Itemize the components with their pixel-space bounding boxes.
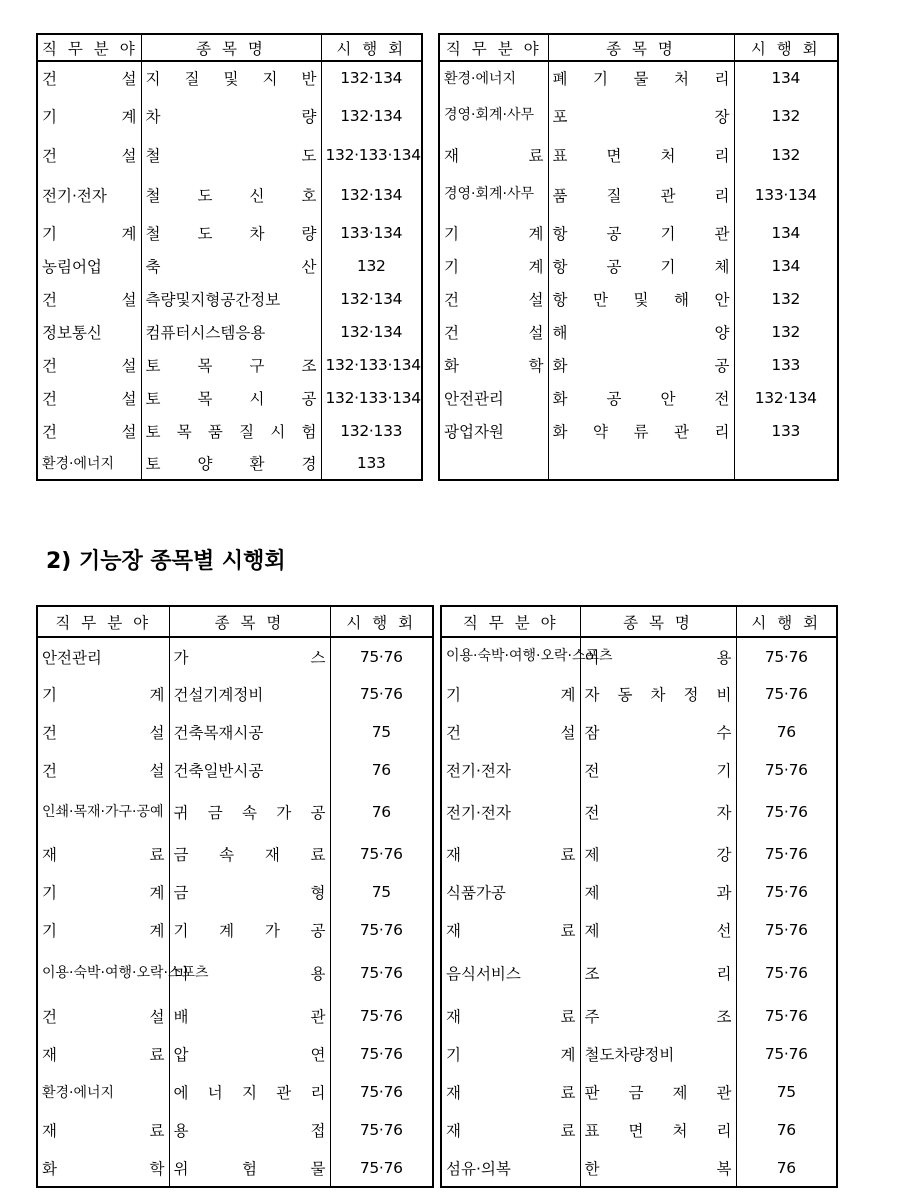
name-cell: 가 스	[169, 637, 330, 675]
session-cell: 133	[321, 447, 422, 480]
table-row	[37, 789, 433, 835]
session-cell: 75·76	[736, 949, 837, 997]
field-cell: 정보통신	[37, 315, 141, 348]
name-cell: 조 리	[580, 949, 736, 997]
field-cell: 안전관리	[37, 637, 169, 675]
field-cell: 기 계	[441, 675, 580, 713]
table-row	[37, 348, 422, 381]
table-row	[37, 94, 422, 137]
field-cell: 인쇄·목재·가구·공예	[37, 789, 169, 835]
session-cell: 75·76	[330, 997, 433, 1035]
table-row	[37, 751, 433, 789]
session-cell: 76	[736, 1111, 837, 1149]
name-cell: 철 도 차 량	[141, 216, 321, 249]
session-cell: 75·76	[736, 873, 837, 911]
name-cell: 축 산	[141, 249, 321, 282]
name-cell: 이 용	[580, 637, 736, 675]
header-name: 종 목 명	[169, 606, 330, 637]
field-cell: 건 설	[37, 282, 141, 315]
table-row	[441, 1073, 837, 1111]
table-row	[441, 997, 837, 1035]
name-cell: 화 공	[548, 348, 734, 381]
name-cell: 토 목 구 조	[141, 348, 321, 381]
name-cell: 전 자	[580, 789, 736, 835]
table-row	[441, 949, 837, 997]
table-row	[441, 873, 837, 911]
session-cell: 75·76	[330, 1035, 433, 1073]
field-cell: 농림어업	[37, 249, 141, 282]
name-cell: 자 동 차 정 비	[580, 675, 736, 713]
field-cell: 재 료	[37, 1111, 169, 1149]
table-row	[439, 282, 838, 315]
session-cell: 133·134	[321, 216, 422, 249]
name-cell	[548, 447, 734, 480]
table-row	[37, 713, 433, 751]
name-cell: 화 공 안 전	[548, 381, 734, 414]
session-cell: 132	[321, 249, 422, 282]
name-cell: 항 공 기 관	[548, 216, 734, 249]
table-row	[439, 61, 838, 94]
table-row	[441, 1035, 837, 1073]
field-cell: 기 계	[37, 873, 169, 911]
session-cell: 132	[734, 94, 838, 137]
name-cell: 토 목 시 공	[141, 381, 321, 414]
session-cell: 75	[330, 713, 433, 751]
field-cell: 전기·전자	[441, 751, 580, 789]
table-2-right	[440, 605, 838, 1188]
table-row	[439, 94, 838, 137]
name-cell: 포 장	[548, 94, 734, 137]
table-row	[439, 173, 838, 216]
field-cell: 건 설	[439, 282, 548, 315]
header-field: 직 무 분 야	[37, 606, 169, 637]
table-row	[441, 911, 837, 949]
table-row	[37, 447, 422, 480]
table-row	[37, 173, 422, 216]
section-2-title: 2) 기능장 종목별 시행회	[46, 549, 286, 574]
field-cell: 건 설	[37, 414, 141, 447]
table-row	[37, 315, 422, 348]
name-cell: 폐 기 물 처 리	[548, 61, 734, 94]
name-cell: 건축목재시공	[169, 713, 330, 751]
name-cell: 해 양	[548, 315, 734, 348]
session-cell: 75·76	[330, 911, 433, 949]
name-cell: 제 강	[580, 835, 736, 873]
session-cell: 75·76	[736, 1035, 837, 1073]
session-cell: 132	[734, 315, 838, 348]
header-session: 시 행 회	[734, 34, 838, 61]
field-cell: 음식서비스	[441, 949, 580, 997]
field-cell: 건 설	[441, 713, 580, 751]
header-field: 직 무 분 야	[37, 34, 141, 61]
name-cell: 토 목 품 질 시 험	[141, 414, 321, 447]
name-cell: 토 양 환 경	[141, 447, 321, 480]
session-cell: 132·133·134	[321, 381, 422, 414]
name-cell: 컴퓨터시스템응용	[141, 315, 321, 348]
header-session: 시 행 회	[321, 34, 422, 61]
name-cell: 철 도 신 호	[141, 173, 321, 216]
table-row	[37, 1073, 433, 1111]
name-cell: 품 질 관 리	[548, 173, 734, 216]
field-cell: 재 료	[441, 997, 580, 1035]
field-cell: 기 계	[439, 216, 548, 249]
table-row	[37, 949, 433, 997]
session-cell: 134	[734, 216, 838, 249]
table-row	[439, 137, 838, 173]
field-cell: 기 계	[441, 1035, 580, 1073]
table-row	[37, 1149, 433, 1187]
field-cell: 안전관리	[439, 381, 548, 414]
session-cell: 75·76	[330, 675, 433, 713]
name-cell: 항 만 및 해 안	[548, 282, 734, 315]
field-cell: 건 설	[37, 348, 141, 381]
name-cell: 귀 금 속 가 공	[169, 789, 330, 835]
session-cell	[734, 447, 838, 480]
table-row	[37, 873, 433, 911]
name-cell: 건설기계정비	[169, 675, 330, 713]
header-session: 시 행 회	[736, 606, 837, 637]
session-cell: 75·76	[736, 911, 837, 949]
name-cell: 표 면 처 리	[548, 137, 734, 173]
field-cell: 전기·전자	[37, 173, 141, 216]
header-field: 직 무 분 야	[441, 606, 580, 637]
name-cell: 금 속 재 료	[169, 835, 330, 873]
field-cell: 건 설	[37, 381, 141, 414]
session-cell: 75·76	[736, 751, 837, 789]
table-row	[37, 637, 433, 675]
session-cell: 134	[734, 61, 838, 94]
field-cell: 기 계	[439, 249, 548, 282]
table-row	[441, 1149, 837, 1187]
table-row	[441, 1111, 837, 1149]
field-cell: 재 료	[441, 911, 580, 949]
field-cell: 재 료	[441, 1073, 580, 1111]
session-cell: 76	[330, 789, 433, 835]
name-cell: 압 연	[169, 1035, 330, 1073]
field-cell: 섬유·의복	[441, 1149, 580, 1187]
table-row	[439, 348, 838, 381]
field-cell: 환경·에너지	[37, 447, 141, 480]
session-cell: 75·76	[330, 1111, 433, 1149]
header-name: 종 목 명	[141, 34, 321, 61]
table-row	[441, 713, 837, 751]
header-name: 종 목 명	[548, 34, 734, 61]
table-row	[37, 249, 422, 282]
table-row	[37, 61, 422, 94]
name-cell: 측량및지형공간정보	[141, 282, 321, 315]
name-cell: 금 형	[169, 873, 330, 911]
table-row	[441, 675, 837, 713]
session-cell: 76	[736, 713, 837, 751]
field-cell: 이용·숙박·여행·오락·스포츠	[37, 949, 169, 997]
session-cell: 132·133·134	[321, 348, 422, 381]
session-cell: 132·134	[321, 173, 422, 216]
table-row	[37, 911, 433, 949]
name-cell: 철 도	[141, 137, 321, 173]
session-cell: 132·134	[321, 282, 422, 315]
field-cell: 식품가공	[441, 873, 580, 911]
session-cell: 75·76	[330, 949, 433, 997]
field-cell: 기 계	[37, 94, 141, 137]
table-row	[439, 315, 838, 348]
field-cell: 기 계	[37, 216, 141, 249]
name-cell: 위 험 물	[169, 1149, 330, 1187]
field-cell	[439, 447, 548, 480]
session-cell: 75·76	[330, 637, 433, 675]
session-cell: 75·76	[736, 997, 837, 1035]
session-cell: 75	[736, 1073, 837, 1111]
session-cell: 75·76	[736, 637, 837, 675]
field-cell: 건 설	[37, 61, 141, 94]
table-row	[37, 997, 433, 1035]
session-cell: 133	[734, 414, 838, 447]
name-cell: 화 약 류 관 리	[548, 414, 734, 447]
table-1-right	[438, 33, 839, 481]
table-row	[441, 637, 837, 675]
session-cell: 133	[734, 348, 838, 381]
session-cell: 132·134	[321, 94, 422, 137]
table-row	[439, 381, 838, 414]
name-cell: 철도차량정비	[580, 1035, 736, 1073]
session-cell: 75·76	[330, 835, 433, 873]
field-cell: 화 학	[439, 348, 548, 381]
table-row	[439, 447, 838, 480]
table-row	[441, 835, 837, 873]
field-cell: 기 계	[37, 675, 169, 713]
table-row	[37, 137, 422, 173]
session-cell: 132·133	[321, 414, 422, 447]
session-cell: 75·76	[736, 789, 837, 835]
table-row	[37, 835, 433, 873]
name-cell: 용 접	[169, 1111, 330, 1149]
table-row	[439, 216, 838, 249]
session-cell: 75·76	[736, 835, 837, 873]
field-cell: 재 료	[439, 137, 548, 173]
name-cell: 미 용	[169, 949, 330, 997]
field-cell: 화 학	[37, 1149, 169, 1187]
session-cell: 132·134	[321, 315, 422, 348]
field-cell: 이용·숙박·여행·오락·스포츠	[441, 637, 580, 675]
name-cell: 배 관	[169, 997, 330, 1035]
name-cell: 표 면 처 리	[580, 1111, 736, 1149]
name-cell: 한 복	[580, 1149, 736, 1187]
session-cell: 75·76	[330, 1073, 433, 1111]
field-cell: 재 료	[37, 1035, 169, 1073]
table-2-left	[36, 605, 434, 1188]
name-cell: 차 량	[141, 94, 321, 137]
table-row	[37, 1111, 433, 1149]
session-cell: 132	[734, 137, 838, 173]
name-cell: 건축일반시공	[169, 751, 330, 789]
table-row	[37, 282, 422, 315]
table-row	[37, 216, 422, 249]
table-row	[439, 414, 838, 447]
session-cell: 133·134	[734, 173, 838, 216]
name-cell: 에 너 지 관 리	[169, 1073, 330, 1111]
field-cell: 환경·에너지	[37, 1073, 169, 1111]
field-cell: 전기·전자	[441, 789, 580, 835]
field-cell: 건 설	[37, 751, 169, 789]
field-cell: 건 설	[37, 713, 169, 751]
table-row	[37, 1035, 433, 1073]
session-cell: 132·133·134	[321, 137, 422, 173]
field-cell: 재 료	[441, 1111, 580, 1149]
name-cell: 판 금 제 관	[580, 1073, 736, 1111]
name-cell: 제 과	[580, 873, 736, 911]
field-cell: 재 료	[37, 835, 169, 873]
table-row	[37, 675, 433, 713]
session-cell: 134	[734, 249, 838, 282]
field-cell: 경영·회계·사무	[439, 94, 548, 137]
field-cell: 건 설	[37, 137, 141, 173]
table-row	[37, 414, 422, 447]
session-cell: 76	[736, 1149, 837, 1187]
name-cell: 제 선	[580, 911, 736, 949]
session-cell: 132·134	[321, 61, 422, 94]
table-row	[441, 751, 837, 789]
session-cell: 132·134	[734, 381, 838, 414]
name-cell: 주 조	[580, 997, 736, 1035]
table-row	[439, 249, 838, 282]
field-cell: 건 설	[439, 315, 548, 348]
name-cell: 기 계 가 공	[169, 911, 330, 949]
header-name: 종 목 명	[580, 606, 736, 637]
field-cell: 건 설	[37, 997, 169, 1035]
field-cell: 기 계	[37, 911, 169, 949]
name-cell: 잠 수	[580, 713, 736, 751]
table-row	[37, 381, 422, 414]
session-cell: 76	[330, 751, 433, 789]
header-field: 직 무 분 야	[439, 34, 548, 61]
field-cell: 환경·에너지	[439, 61, 548, 94]
name-cell: 지 질 및 지 반	[141, 61, 321, 94]
session-cell: 75·76	[736, 675, 837, 713]
name-cell: 항 공 기 체	[548, 249, 734, 282]
session-cell: 132	[734, 282, 838, 315]
table-1-left	[36, 33, 423, 481]
field-cell: 재 료	[441, 835, 580, 873]
session-cell: 75	[330, 873, 433, 911]
session-cell: 75·76	[330, 1149, 433, 1187]
name-cell: 전 기	[580, 751, 736, 789]
header-session: 시 행 회	[330, 606, 433, 637]
table-row	[441, 789, 837, 835]
field-cell: 광업자원	[439, 414, 548, 447]
field-cell: 경영·회계·사무	[439, 173, 548, 216]
